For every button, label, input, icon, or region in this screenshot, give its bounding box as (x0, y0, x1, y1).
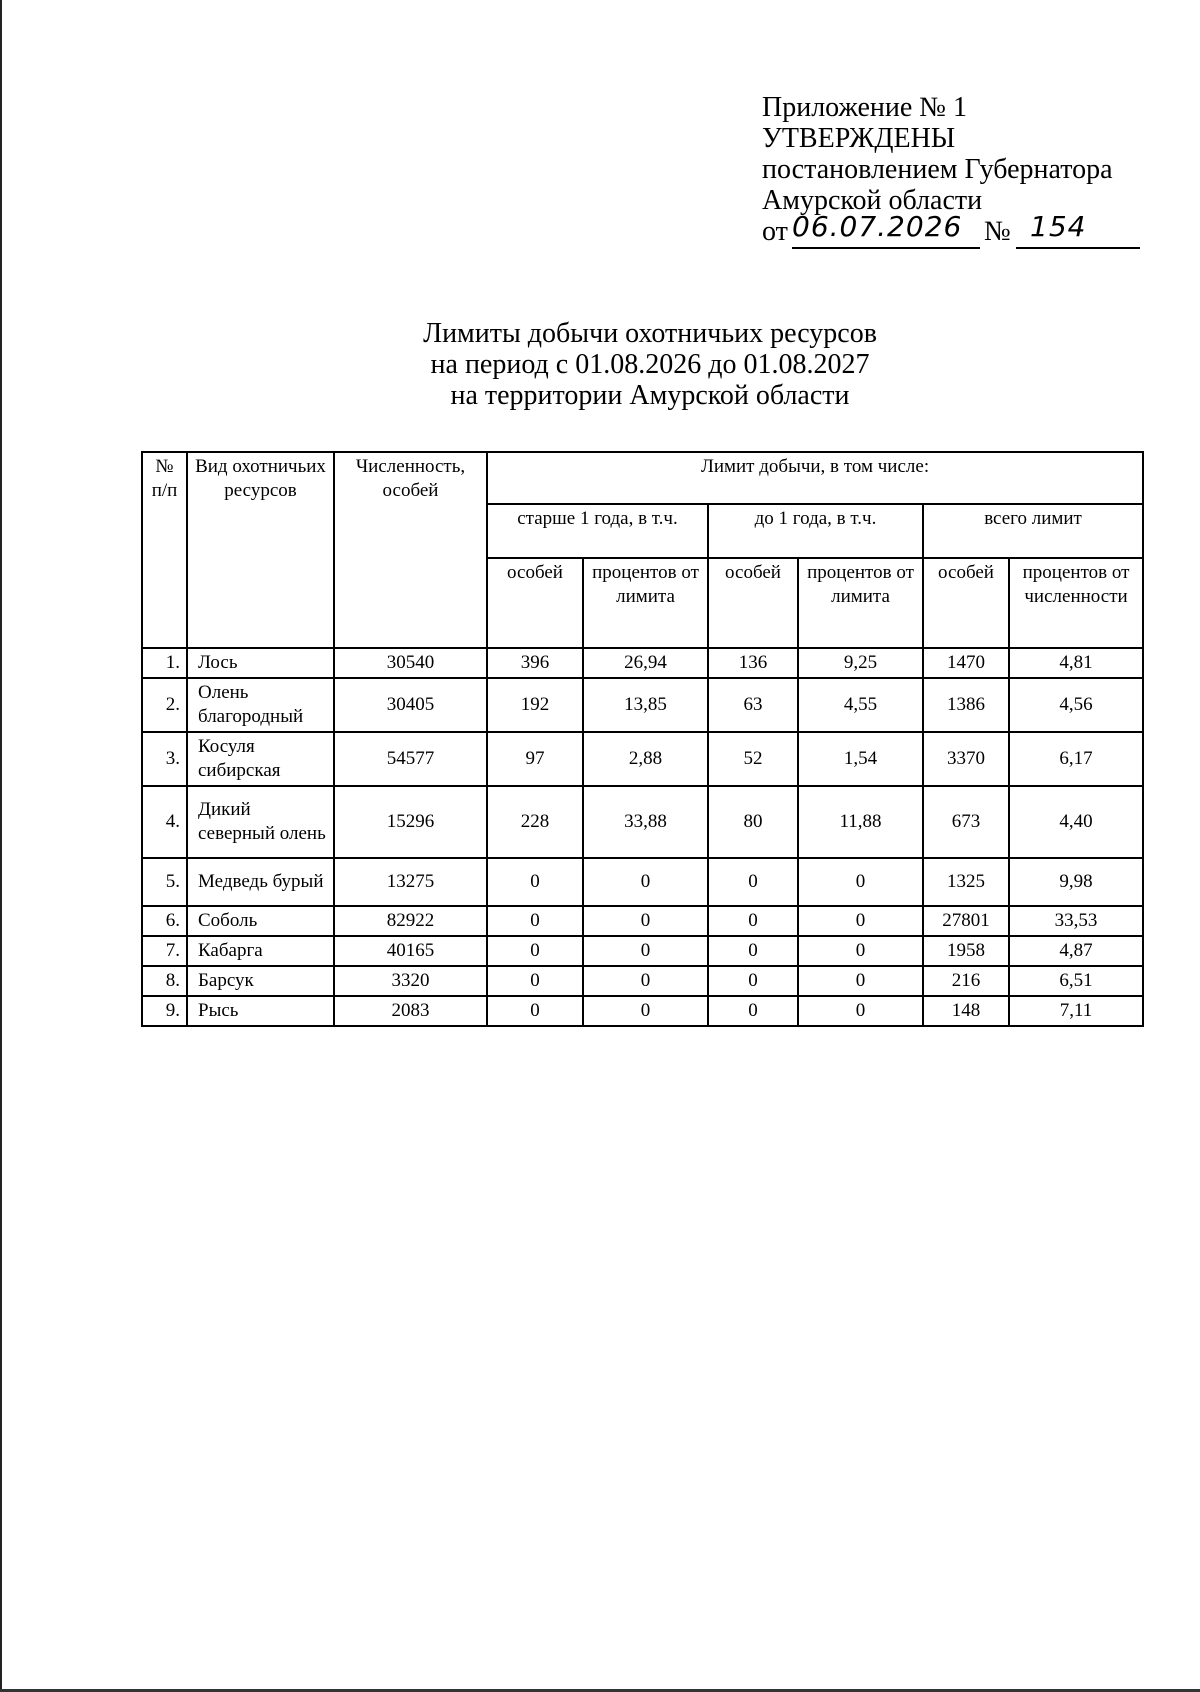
table-row (142, 786, 1143, 858)
cell-total-count: 148 (923, 996, 1009, 1026)
header-num: № п/п (142, 452, 187, 648)
cell-species: Рысь (187, 996, 334, 1026)
table-row (142, 648, 1143, 678)
cell-population: 30540 (334, 648, 487, 678)
table-row (142, 858, 1143, 906)
cell-older-count: 396 (487, 648, 583, 678)
cell-species: Барсук (187, 966, 334, 996)
cell-total-count: 216 (923, 966, 1009, 996)
hunting-limits-table (141, 451, 1144, 1027)
cell-older-count: 0 (487, 858, 583, 906)
cell-total-pct: 9,98 (1009, 858, 1143, 906)
cell-total-count: 1386 (923, 678, 1009, 732)
cell-num: 3. (142, 732, 187, 786)
header-population: Численность, особей (334, 452, 487, 648)
date-prefix: от (762, 216, 788, 247)
cell-total-pct: 6,51 (1009, 966, 1143, 996)
cell-younger-count: 136 (708, 648, 798, 678)
date-underline (792, 247, 980, 249)
title-line-1: Лимиты добычи охотничьих ресурсов (423, 318, 877, 349)
cell-younger-pct: 9,25 (798, 648, 923, 678)
number-prefix: № (984, 216, 1011, 247)
appendix-label: Приложение № 1 (762, 92, 967, 123)
cell-total-pct: 4,56 (1009, 678, 1143, 732)
header-older-count: особей (487, 558, 583, 648)
cell-younger-count: 0 (708, 858, 798, 906)
cell-num: 4. (142, 786, 187, 858)
cell-younger-count: 0 (708, 906, 798, 936)
cell-older-pct: 26,94 (583, 648, 708, 678)
cell-population: 13275 (334, 858, 487, 906)
resolution-label: постановлением Губернатора (762, 154, 1113, 185)
cell-num: 8. (142, 966, 187, 996)
cell-species: Косуля сибирская (187, 732, 334, 786)
cell-younger-count: 0 (708, 996, 798, 1026)
cell-total-pct: 4,87 (1009, 936, 1143, 966)
handwritten-date: 06.07.2026 (792, 210, 963, 243)
cell-younger-count: 0 (708, 936, 798, 966)
cell-older-count: 97 (487, 732, 583, 786)
header-younger-pct: процентов от лимита (798, 558, 923, 648)
cell-total-count: 27801 (923, 906, 1009, 936)
cell-total-pct: 4,40 (1009, 786, 1143, 858)
cell-older-pct: 2,88 (583, 732, 708, 786)
cell-older-count: 0 (487, 906, 583, 936)
cell-older-pct: 0 (583, 936, 708, 966)
cell-older-pct: 33,88 (583, 786, 708, 858)
cell-species: Дикий северный олень (187, 786, 334, 858)
cell-older-count: 0 (487, 936, 583, 966)
header-limit: Лимит добычи, в том числе: (487, 452, 1143, 504)
header-total-pct: процентов от численности (1009, 558, 1143, 648)
table-body (142, 648, 1143, 1026)
cell-total-pct: 4,81 (1009, 648, 1143, 678)
cell-younger-pct: 0 (798, 936, 923, 966)
cell-older-count: 0 (487, 966, 583, 996)
cell-younger-pct: 11,88 (798, 786, 923, 858)
approval-block (762, 92, 1162, 250)
cell-younger-count: 63 (708, 678, 798, 732)
handwritten-number: 154 (1030, 210, 1087, 243)
header-older-pct: процентов от лимита (583, 558, 708, 648)
table-row (142, 678, 1143, 732)
cell-younger-pct: 1,54 (798, 732, 923, 786)
header-species: Вид охотничьих ресурсов (187, 452, 334, 648)
cell-younger-pct: 0 (798, 906, 923, 936)
cell-older-pct: 0 (583, 906, 708, 936)
cell-num: 5. (142, 858, 187, 906)
cell-older-count: 0 (487, 996, 583, 1026)
cell-species: Лось (187, 648, 334, 678)
table-row (142, 936, 1143, 966)
cell-younger-pct: 4,55 (798, 678, 923, 732)
title-line-3: на территории Амурской области (450, 380, 850, 411)
cell-species: Соболь (187, 906, 334, 936)
cell-num: 9. (142, 996, 187, 1026)
header-older: старше 1 года, в т.ч. (487, 504, 708, 558)
header-younger-count: особей (708, 558, 798, 648)
cell-population: 3320 (334, 966, 487, 996)
cell-num: 6. (142, 906, 187, 936)
table-row (142, 906, 1143, 936)
cell-younger-count: 80 (708, 786, 798, 858)
cell-population: 40165 (334, 936, 487, 966)
title-line-2: на период с 01.08.2026 до 01.08.2027 (430, 349, 870, 380)
cell-older-pct: 0 (583, 858, 708, 906)
scan-edge (0, 0, 2, 1692)
table-row (142, 732, 1143, 786)
cell-population: 30405 (334, 678, 487, 732)
cell-num: 7. (142, 936, 187, 966)
header-younger: до 1 года, в т.ч. (708, 504, 923, 558)
cell-total-pct: 6,17 (1009, 732, 1143, 786)
cell-older-pct: 0 (583, 996, 708, 1026)
cell-total-count: 673 (923, 786, 1009, 858)
cell-younger-count: 0 (708, 966, 798, 996)
cell-total-count: 1325 (923, 858, 1009, 906)
cell-older-count: 228 (487, 786, 583, 858)
cell-older-count: 192 (487, 678, 583, 732)
cell-younger-pct: 0 (798, 996, 923, 1026)
cell-younger-count: 52 (708, 732, 798, 786)
approved-label: УТВЕРЖДЕНЫ (762, 123, 956, 154)
date-number-line (762, 210, 1162, 250)
cell-num: 1. (142, 648, 187, 678)
cell-population: 15296 (334, 786, 487, 858)
table-row (142, 966, 1143, 996)
table-row (142, 996, 1143, 1026)
cell-total-count: 3370 (923, 732, 1009, 786)
cell-population: 2083 (334, 996, 487, 1026)
cell-younger-pct: 0 (798, 966, 923, 996)
cell-total-count: 1958 (923, 936, 1009, 966)
number-underline (1016, 247, 1140, 249)
cell-species: Олень благородный (187, 678, 334, 732)
cell-total-pct: 33,53 (1009, 906, 1143, 936)
header-total: всего лимит (923, 504, 1143, 558)
cell-population: 82922 (334, 906, 487, 936)
cell-younger-pct: 0 (798, 858, 923, 906)
cell-total-pct: 7,11 (1009, 996, 1143, 1026)
cell-older-pct: 0 (583, 966, 708, 996)
cell-population: 54577 (334, 732, 487, 786)
cell-total-count: 1470 (923, 648, 1009, 678)
region-label: Амурской области (762, 185, 983, 216)
header-total-count: особей (923, 558, 1009, 648)
cell-older-pct: 13,85 (583, 678, 708, 732)
cell-species: Кабарга (187, 936, 334, 966)
cell-num: 2. (142, 678, 187, 732)
cell-species: Медведь бурый (187, 858, 334, 906)
